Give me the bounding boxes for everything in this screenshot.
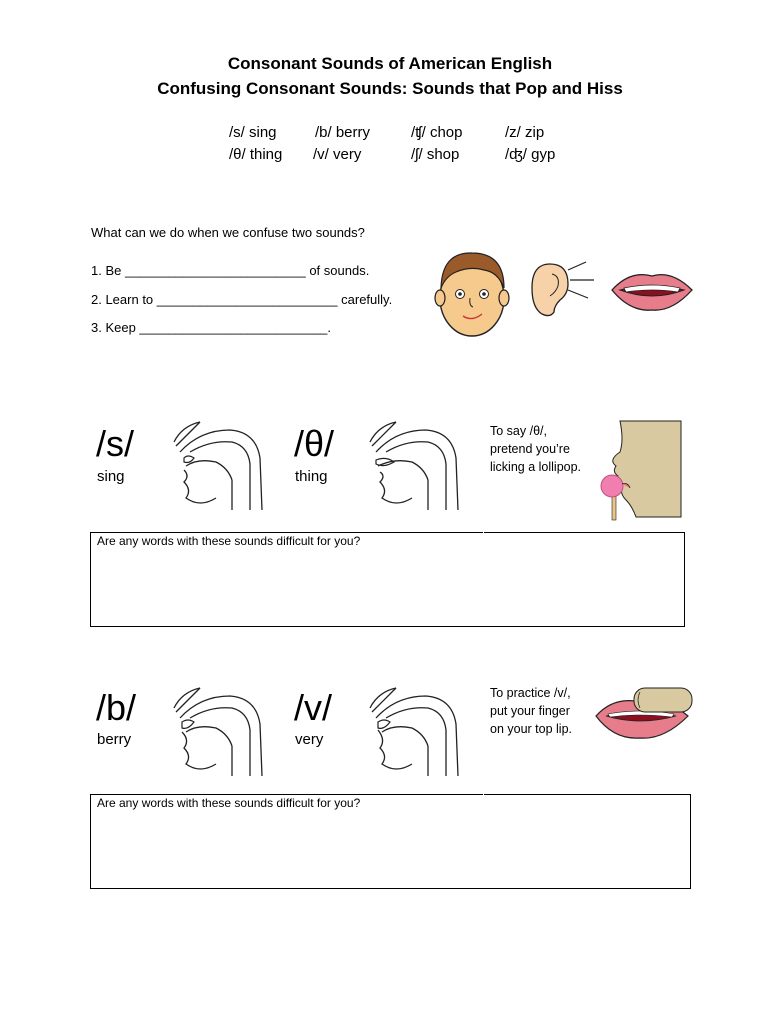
sound-sh-shop: /ʃ/ shop <box>411 146 460 163</box>
tip-th: To say /θ/, pretend you’re licking a lollipop. <box>490 424 582 474</box>
step-1: 1. Be _________________________ of sounds. <box>91 263 370 278</box>
page-subtitle: Confusing Consonant Sounds: Sounds that Pop and Hiss <box>157 79 623 98</box>
word-very: very <box>295 731 324 748</box>
ear-icon <box>528 260 598 318</box>
answer-box-2-label: Are any words with these sounds difficult for you? <box>97 796 361 810</box>
page-title: Consonant Sounds of American English <box>227 54 553 73</box>
lollipop-face-icon <box>596 420 682 520</box>
answer-box-1-label: Are any words with these sounds difficult for you? <box>97 534 361 548</box>
word-berry: berry <box>97 731 132 748</box>
tip-v: To practice /v/, put your finger on your top lip. <box>490 686 572 736</box>
box-1-gap <box>483 531 484 534</box>
step-3: 3. Keep __________________________. <box>91 320 332 335</box>
question: What can we do when we confuse two sounds? <box>91 225 365 240</box>
sound-th-thing: /θ/ thing <box>229 146 283 163</box>
mouth-diagram-v-icon <box>366 684 462 776</box>
mouth-diagram-b-icon <box>170 684 266 776</box>
answer-box-2[interactable] <box>90 794 691 889</box>
sound-z-zip: /z/ zip <box>505 124 545 141</box>
word-thing: thing <box>295 468 328 485</box>
symbol-th: /θ/ <box>294 423 335 464</box>
box-2-gap <box>483 793 484 796</box>
sound-j-gyp: /ʤ/ gyp <box>505 146 556 163</box>
finger-lip-icon <box>594 686 692 742</box>
face-icon <box>436 250 510 338</box>
mouth-icon <box>610 268 694 312</box>
sound-ch-chop: /ʧ/ chop <box>411 124 463 141</box>
word-sing: sing <box>97 468 125 485</box>
step-2: 2. Learn to _________________________ carefully. <box>91 292 393 307</box>
answer-box-1[interactable] <box>90 532 685 627</box>
symbol-b: /b/ <box>96 687 137 728</box>
mouth-diagram-s-icon <box>170 418 266 510</box>
sound-v-very: /v/ very <box>313 146 362 163</box>
symbol-s: /s/ <box>96 423 135 464</box>
symbol-v: /v/ <box>294 687 333 728</box>
sound-s-sing: /s/ sing <box>229 124 277 141</box>
sound-b-berry: /b/ berry <box>315 124 371 141</box>
mouth-diagram-th-icon <box>366 418 462 510</box>
